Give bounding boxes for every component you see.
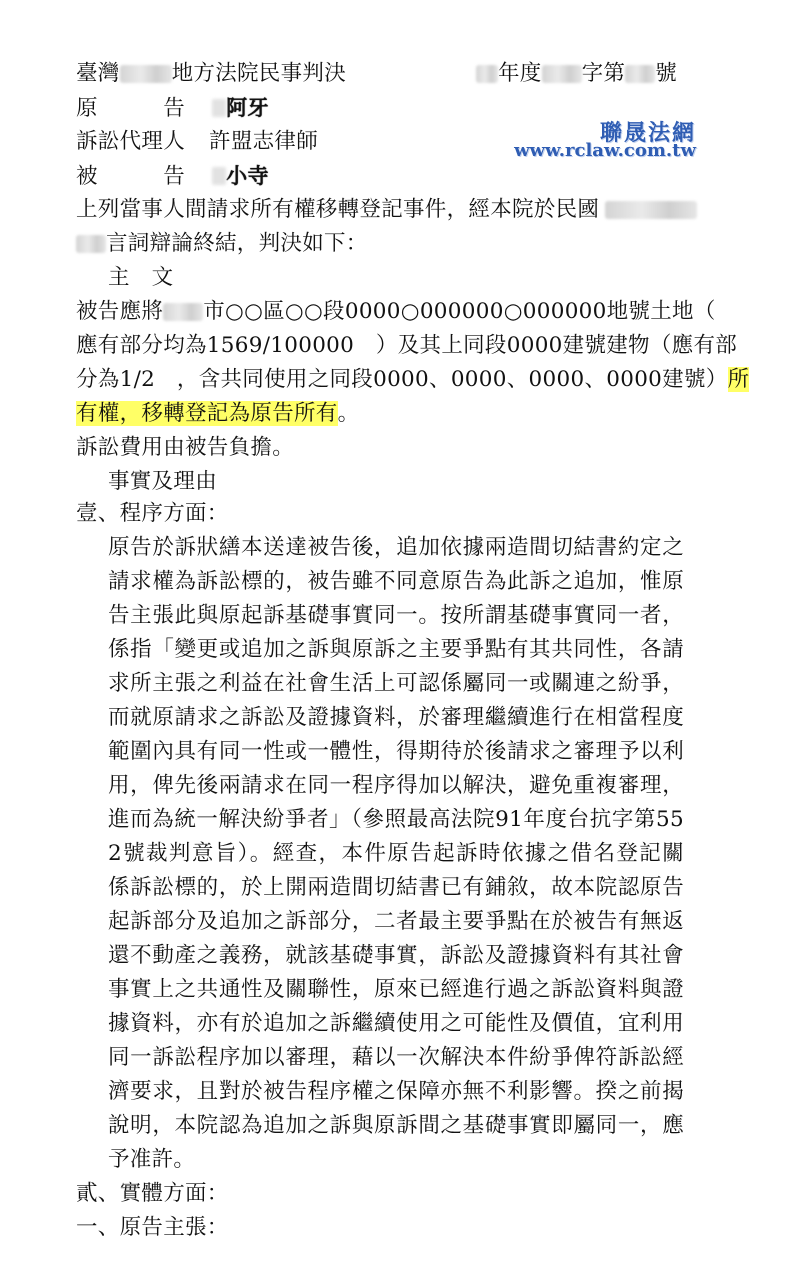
case-number: [476, 60, 677, 88]
case-header: [76, 60, 346, 88]
para-line: 進而為統一解決紛爭者」（參照最高法院91年度台抗字第55: [108, 807, 684, 832]
para-line: 起訴部分及追加之訴部分，二者最主要爭點在於被告有無返: [108, 909, 684, 934]
plaintiff-label: 原 告: [76, 96, 186, 121]
year-label: 年度: [498, 61, 542, 86]
redacted-caseno: [625, 65, 655, 83]
para-line: 係訴訟標的，於上開兩造間切結書已有鋪敘，故本院認原告: [108, 875, 684, 900]
court-prefix: 臺灣: [76, 61, 120, 86]
para-line: 濟要求，且對於被告程序權之保障亦無不利影響。揆之前揭: [108, 1079, 684, 1104]
main-line-2: 應有部分均為1569/100000 ）及其上同段0000建號建物（應有部: [76, 333, 738, 358]
para-line: 原告於訴狀繕本送達被告後，追加依據兩造間切結書約定之: [108, 535, 684, 560]
para-line: 事實上之共通性及關聯性，原來已經進行過之訴訟資料與證: [108, 977, 684, 1002]
intro-text-2: 言詞辯論終結，判決如下：: [106, 231, 368, 256]
para-line: 還不動產之義務，就該基礎事實，訴訟及證據資料有其社會: [108, 943, 684, 968]
intro-text-1: 上列當事人間請求所有權移轉登記事件，經本院於民國: [76, 197, 600, 222]
redacted-year: [476, 65, 498, 83]
para-line: 範圍內具有同一性或一體性，得期待於後請求之審理予以利: [108, 739, 684, 764]
agent-label: 訴訟代理人: [76, 129, 186, 154]
main-text-1b: 市○○區○○段0000○000000○000000地號土地（: [203, 299, 716, 324]
intro-line-2: [76, 230, 368, 258]
agent-row: [76, 128, 318, 156]
section-procedure: 壹、程序方面：: [76, 501, 229, 526]
court-suffix: 地方法院民事判決: [171, 61, 347, 86]
highlighted-text-1: 所: [727, 367, 750, 392]
watermark-url: www.rclaw.com.tw: [514, 140, 696, 161]
para-line: 說明，本院認為追加之訴與原訴間之基礎事實即屬同一，應: [108, 1113, 684, 1138]
defendant-row: [76, 162, 269, 191]
main-heading: 主 文: [108, 265, 174, 290]
main-text-4b: 。: [337, 401, 360, 426]
subsection-plaintiff-claims: 一、原告主張：: [76, 1215, 229, 1240]
main-line-1: [76, 298, 716, 326]
main-line-3: [76, 366, 749, 394]
main-line-5: 訴訟費用由被告負擔。: [76, 435, 295, 460]
intro-line-1: [76, 196, 697, 224]
watermark-name: 聯晟法網: [599, 121, 696, 146]
para-line: 據資料，亦有於追加之訴繼續使用之可能性及價值，宜利用: [108, 1011, 684, 1036]
facts-heading: 事實及理由: [108, 469, 218, 494]
case-char: 字第: [581, 61, 626, 86]
highlighted-text-2: 有權，移轉登記為原告所有: [76, 401, 338, 426]
para-line: 予准許。: [108, 1147, 196, 1172]
main-text-1a: 被告應將: [76, 299, 164, 324]
para-line: 2號裁判意旨）。經查，本件原告起訴時依據之借名登記關: [108, 841, 684, 866]
agent-name: 許盟志律師: [209, 129, 319, 154]
plaintiff-name: 阿牙: [226, 95, 269, 120]
defendant-name: 小寺: [226, 163, 269, 188]
redacted-city: [163, 303, 203, 321]
para-line: 請求權為訴訟標的，被告雖不同意原告為此訴之追加，惟原: [108, 569, 684, 594]
para-line: 告主張此與原起訴基礎事實同一。按所謂基礎事實同一者，: [108, 603, 684, 628]
redacted-date-2: [76, 235, 106, 253]
main-line-4: [76, 400, 359, 428]
para-line: 求所主張之利益在社會生活上可認係屬同一或關連之紛爭，: [108, 671, 684, 696]
redacted-casechar: [542, 65, 582, 83]
para-line: 係指「變更或追加之訴與原訴之主要爭點有其共同性，各請: [108, 637, 684, 662]
redacted-court: [120, 65, 172, 83]
section-substantive: 貳、實體方面：: [76, 1181, 229, 1206]
plaintiff-row: [76, 94, 269, 123]
defendant-label: 被 告: [76, 164, 186, 189]
case-no: 號: [655, 61, 678, 86]
para-line: 而就原請求之訴訟及證據資料，於審理繼續進行在相當程度: [108, 705, 684, 730]
para-line: 用，俾先後兩請求在同一程序得加以解決，避免重複審理，: [108, 773, 684, 798]
main-text-3a: 分為1/2 ，含共同使用之同段0000、0000、0000、0000建號）: [76, 367, 728, 392]
redacted-date: [605, 201, 697, 219]
para-line: 同一訴訟程序加以審理，藉以一次解決本件紛爭俾符訴訟經: [108, 1045, 684, 1070]
